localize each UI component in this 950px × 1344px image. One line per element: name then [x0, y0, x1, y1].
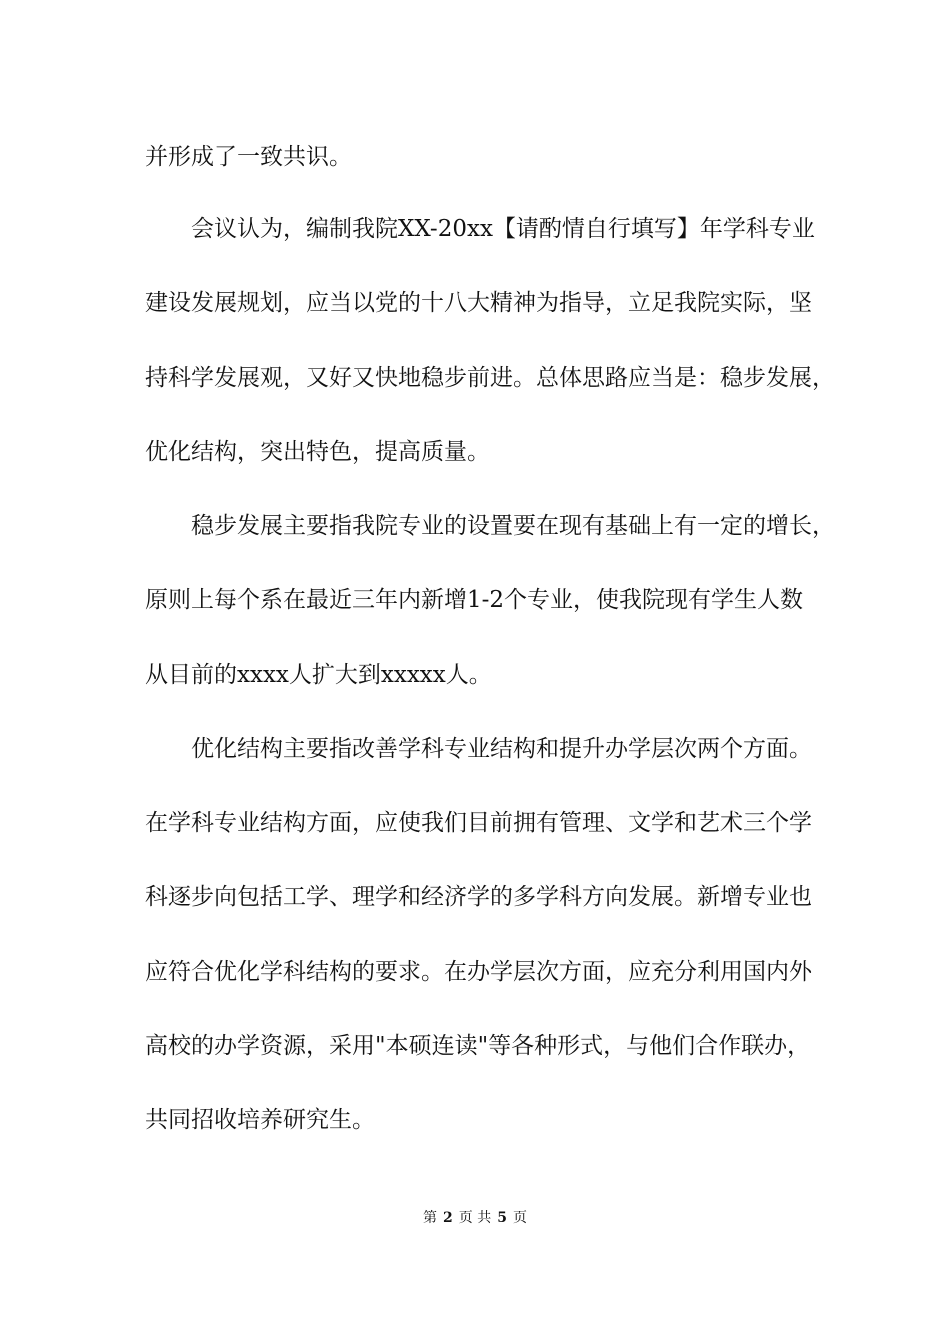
paragraph-start-line: 优化结构主要指改善学科专业结构和提升办学层次两个方面。	[191, 736, 812, 762]
text-line: 持科学发展观，又好又快地稳步前进。总体思路应当是：稳步发展，	[145, 365, 835, 391]
text-line: 共同招收培养研究生。	[145, 1107, 375, 1133]
current-page-number: 2	[443, 1210, 453, 1226]
text-line: 优化结构，突出特色，提高质量。	[145, 439, 490, 465]
text-line: 从目前的xxxx人扩大到xxxxx人。	[145, 662, 492, 688]
footer-prefix: 第	[423, 1210, 438, 1226]
paragraph-start-line: 稳步发展主要指我院专业的设置要在现有基础上有一定的增长，	[191, 513, 835, 539]
paragraph-start-line: 会议认为，编制我院XX-20xx【请酌情自行填写】年学科专业	[191, 216, 815, 242]
text-line: 建设发展规划，应当以党的十八大精神为指导，立足我院实际，坚	[145, 290, 812, 316]
text-line: 原则上每个系在最近三年内新增1-2个专业，使我院现有学生人数	[145, 587, 804, 613]
footer-suffix: 页	[512, 1210, 527, 1226]
text-line: 在学科专业结构方面，应使我们目前拥有管理、文学和艺术三个学	[145, 810, 812, 836]
text-line: 高校的办学资源，采用"本硕连读"等各种形式，与他们合作联办，	[145, 1033, 811, 1059]
page-footer	[0, 1208, 950, 1228]
footer-middle: 页 共	[458, 1210, 492, 1226]
text-line: 科逐步向包括工学、理学和经济学的多学科方向发展。新增专业也	[145, 884, 812, 910]
text-line: 并形成了一致共识。	[145, 144, 352, 170]
total-pages-number: 5	[497, 1210, 507, 1226]
text-line: 应符合优化学科结构的要求。在办学层次方面，应充分利用国内外	[145, 959, 812, 985]
